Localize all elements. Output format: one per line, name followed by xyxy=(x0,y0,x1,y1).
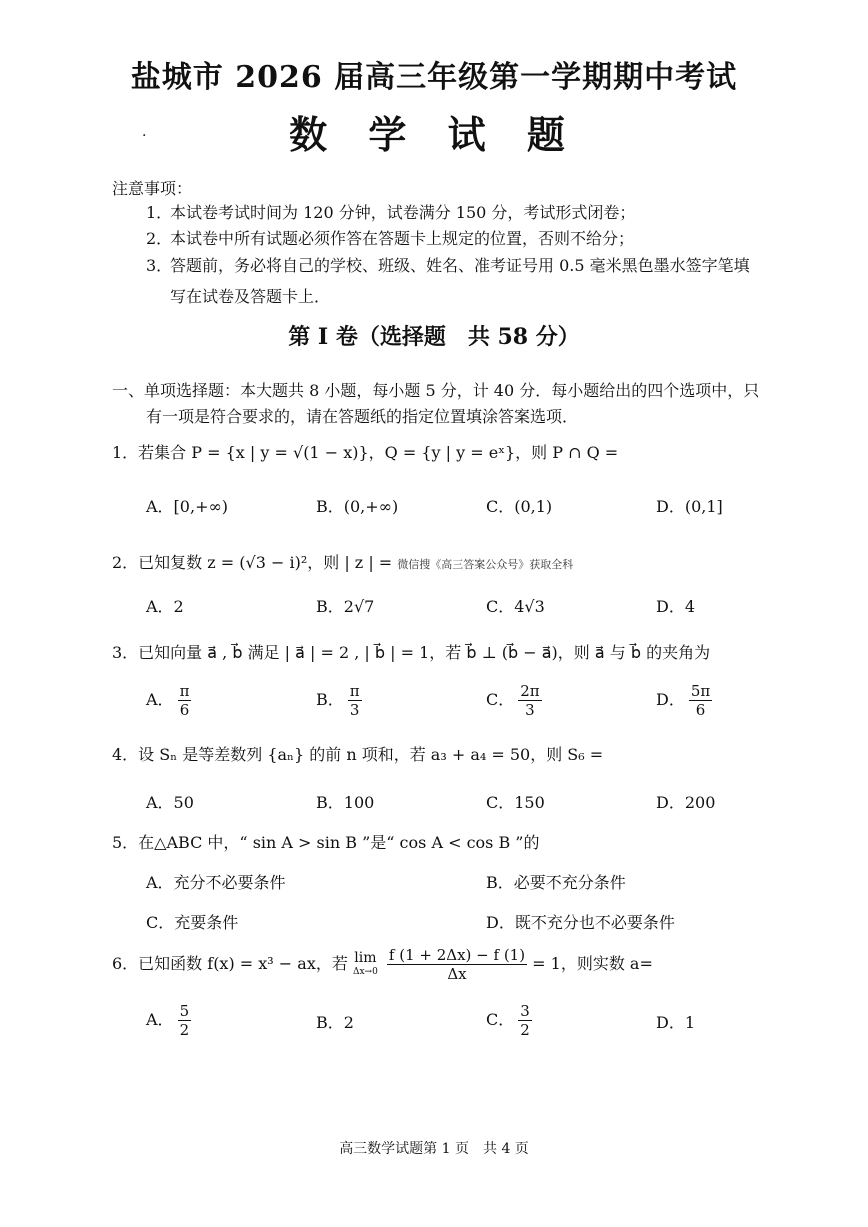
exam-title: 盐城市 2026 届高三年级第一学期期中考试 xyxy=(130,60,738,95)
note-text: 答题前，务必将自己的学校、班级、姓名、准考证号用 0.5 毫米黑色墨水签字笔填 xyxy=(170,256,750,275)
q6-stem-start: 6．已知函数 f(x) = x³ − ax，若 xyxy=(112,954,348,973)
part-instructions: 一、单项选择题：本大题共 8 小题，每小题 5 分，计 40 分．每小题给出的四个选项中，只 xyxy=(112,381,760,400)
denominator: 2 xyxy=(520,1021,530,1039)
note-text: 本试卷考试时间为 120 分钟，试卷满分 150 分，考试形式闭卷； xyxy=(170,203,636,222)
fraction xyxy=(689,682,712,719)
note-item-3 xyxy=(146,253,750,279)
question-1-stem: 1．若集合 P = {x | y = √(1 − x)}，Q = {y | y = eˣ}，则 P ∩ Q = xyxy=(112,443,619,462)
note-number: 3． xyxy=(146,256,173,275)
limit-fraction xyxy=(387,946,527,983)
numerator: 5 xyxy=(179,1002,190,1020)
q4-option-b: B．100 xyxy=(316,793,375,812)
note-item-2 xyxy=(146,226,634,252)
q4-option-c: C．150 xyxy=(486,793,545,812)
q6-option-c xyxy=(486,1002,532,1039)
q5-option-a: A．充分不必要条件 xyxy=(146,873,286,892)
note-number: 1． xyxy=(146,203,173,222)
fraction xyxy=(518,682,541,719)
numerator: 2π xyxy=(520,682,540,700)
watermark-text: 微信搜《高三答案公众号》获取全科 xyxy=(397,558,574,571)
q1-option-b: B．(0,+∞) xyxy=(316,497,399,516)
denominator: Δx xyxy=(447,965,467,983)
q6-option-b: B．2 xyxy=(316,1013,354,1032)
question-4-stem: 4．设 Sₙ 是等差数列 {aₙ} 的前 n 项和，若 a₃ + a₄ = 50，则 S₆ = xyxy=(112,745,604,764)
stray-dot: · xyxy=(142,128,147,144)
option-label: C． xyxy=(486,690,515,709)
fraction xyxy=(518,1002,532,1039)
fraction xyxy=(348,682,362,719)
option-label: A． xyxy=(146,1010,174,1029)
q3-option-a xyxy=(146,682,191,719)
option-label: A． xyxy=(146,690,174,709)
q2-option-d: D．4 xyxy=(656,597,696,616)
numerator: π xyxy=(349,682,360,700)
option-label: D． xyxy=(656,690,685,709)
q6-option-d: D．1 xyxy=(656,1013,696,1032)
question-2-stem: 2．已知复数 z = (√3 − i)²，则 | z | = xyxy=(112,553,393,572)
note-item-3-continued: 写在试卷及答题卡上． xyxy=(170,287,331,306)
option-label: C． xyxy=(486,1010,515,1029)
option-label: B． xyxy=(316,690,344,709)
lim-word: lim xyxy=(354,949,377,966)
note-number: 2． xyxy=(146,229,173,248)
question-2 xyxy=(112,550,573,573)
q2-option-b: B．2√7 xyxy=(316,597,375,616)
fraction xyxy=(178,682,192,719)
question-3-stem: 3．已知向量 a⃗ , b⃗ 满足 | a⃗ | = 2 , | b⃗ | = 1，若 b⃗ ⊥ (b⃗ − a⃗)，则 a⃗ 与 b⃗ 的夹角为 xyxy=(112,643,711,662)
denominator: 3 xyxy=(525,701,535,719)
denominator: 6 xyxy=(695,701,706,719)
lim-subscript: Δx→0 xyxy=(352,966,378,977)
numerator: 3 xyxy=(520,1002,530,1020)
limit-expression xyxy=(353,951,378,979)
q4-option-d: D．200 xyxy=(656,793,716,812)
fraction xyxy=(178,1002,192,1039)
numerator: f (1 + 2Δx) − f (1) xyxy=(388,946,526,964)
q3-option-b xyxy=(316,682,362,719)
q6-stem-end: = 1，则实数 a= xyxy=(532,954,653,973)
q1-option-a: A．[0,+∞) xyxy=(146,497,229,516)
q2-option-a: A．2 xyxy=(146,597,184,616)
notes-heading: 注意事项： xyxy=(112,179,193,198)
question-5-stem: 5．在△ABC 中，“ sin A > sin B ”是“ cos A < cos B ”的 xyxy=(112,833,540,852)
numerator: 5π xyxy=(690,682,711,700)
section-title: 第 I 卷（选择题 共 58 分） xyxy=(288,324,580,350)
numerator: π xyxy=(179,682,190,700)
denominator: 2 xyxy=(179,1021,190,1039)
q2-option-c: C．4√3 xyxy=(486,597,545,616)
note-item-1 xyxy=(146,200,635,226)
q3-option-d xyxy=(656,682,712,719)
q1-option-c: C．(0,1) xyxy=(486,497,553,516)
q1-option-d: D．(0,1] xyxy=(656,497,723,516)
part-instructions-continued: 有一项是符合要求的，请在答题纸的指定位置填涂答案选项． xyxy=(146,407,579,426)
q6-option-a xyxy=(146,1002,191,1039)
q3-option-c xyxy=(486,682,542,719)
denominator: 6 xyxy=(179,701,190,719)
question-6-stem xyxy=(112,946,653,983)
denominator: 3 xyxy=(349,701,360,719)
q4-option-a: A．50 xyxy=(146,793,194,812)
page-footer: 高三数学试题第 1 页 共 4 页 xyxy=(339,1141,529,1157)
q5-option-b: B．必要不充分条件 xyxy=(486,873,626,892)
q5-option-d: D．既不充分也不必要条件 xyxy=(486,913,675,932)
q5-option-c: C．充要条件 xyxy=(146,913,239,932)
note-text: 本试卷中所有试题必须作答在答题卡上规定的位置，否则不给分； xyxy=(170,229,635,248)
subject-title: 数 学 试 题 xyxy=(289,112,579,157)
